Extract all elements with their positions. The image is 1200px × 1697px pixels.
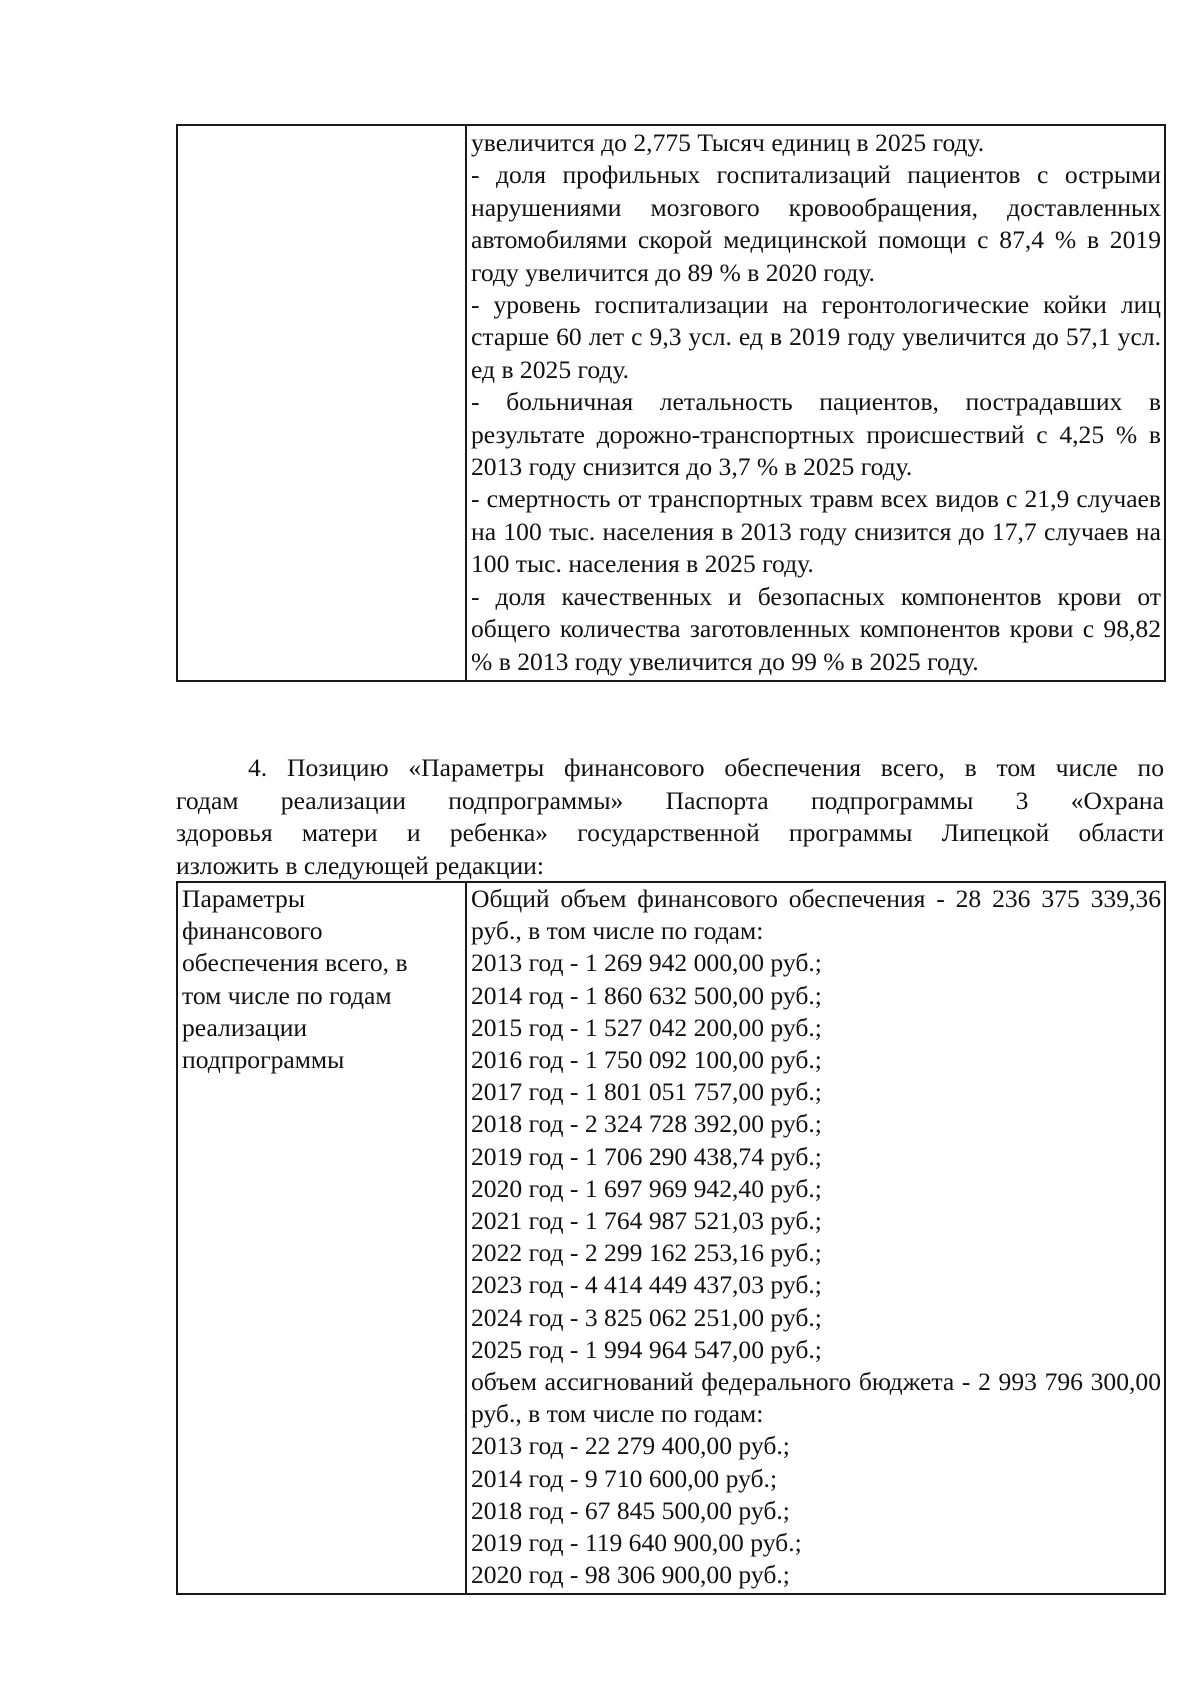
financing-line: 2024 год - 3 825 062 251,00 руб.;	[471, 1302, 822, 1332]
financing-line: 2018 год - 2 324 728 392,00 руб.;	[471, 1109, 822, 1139]
indicator-paragraph: увеличится до 2,775 Тысяч единиц в 2025 году.	[471, 128, 985, 157]
parameter-name-cell	[177, 882, 466, 1594]
financing-line: 2014 год - 1 860 632 500,00 руб.;	[471, 980, 822, 1010]
indicator-paragraph: - уровень госпитализации на геронтологические койки лиц старше 60 лет с 9,3 усл. ед в 2019 году увеличится до 57,1 усл. ед в 2025 году.	[471, 290, 1161, 384]
financing-line: 2016 год - 1 750 092 100,00 руб.;	[471, 1045, 822, 1075]
financing-line: Общий объем финансового обеспечения - 28 236 375 339,36 руб., в том числе по годам:	[471, 884, 1161, 946]
financing-line: 2017 год - 1 801 051 757,00 руб.;	[471, 1077, 822, 1107]
financing-line: 2025 год - 1 994 964 547,00 руб.;	[471, 1334, 822, 1364]
paragraph-line: 4. Позицию «Параметры финансового обеспечения всего, в том числе по	[248, 753, 1164, 782]
indicator-paragraph: - смертность от транспортных травм всех видов с 21,9 случаев на 100 тыс. населения в 2013 году снизится до 17,7 случаев на 100 тыс. населения в 2025 году.	[471, 484, 1161, 579]
financing-line: 2015 год - 1 527 042 200,00 руб.;	[471, 1012, 822, 1042]
financing-line: 2022 год - 2 299 162 253,16 руб.;	[471, 1238, 822, 1268]
indicator-paragraph: - доля профильных госпитализаций пациентов с острыми нарушениями мозгового кровообращения, доставленных автомобилями скорой медицинской помощи с 87,4 % в 2019 году увеличится до 89 % в 2020 году.	[471, 160, 1161, 287]
financing-line: 2019 год - 119 640 900,00 руб.;	[471, 1528, 802, 1558]
financing-line: 2021 год - 1 764 987 521,03 руб.;	[471, 1206, 822, 1236]
parameter-name-line: том числе по годам	[182, 980, 392, 1010]
indicator-paragraph: - доля качественных и безопасных компонентов крови от общего количества заготовленных компонентов крови с 98,82 % в 2013 году увеличится до 99 % в 2025 году.	[471, 581, 1161, 676]
financing-line: 2014 год - 9 710 600,00 руб.;	[471, 1463, 778, 1493]
indicators-cell	[466, 125, 1165, 681]
amendment-paragraph	[176, 752, 1164, 882]
financing-line: 2023 год - 4 414 449 437,03 руб.;	[471, 1270, 822, 1300]
financing-line: 2013 год - 22 279 400,00 руб.;	[471, 1431, 790, 1461]
financing-line: 2013 год - 1 269 942 000,00 руб.;	[471, 948, 822, 978]
financing-line: 2018 год - 67 845 500,00 руб.;	[471, 1495, 790, 1525]
financing-line: объем ассигнований федерального бюджета - 2 993 796 300,00 руб., в том числе по годам:	[471, 1367, 1161, 1429]
table-row	[177, 882, 1165, 1594]
indicator-paragraph: - больничная летальность пациентов, пострадавших в результате дорожно-транспортных происшествий с 4,25 % в 2013 году снизится до 3,7 % в 2025 году.	[471, 387, 1161, 482]
financing-line: 2020 год - 1 697 969 942,40 руб.;	[471, 1173, 822, 1203]
indicators-table	[176, 124, 1166, 682]
table-row	[177, 125, 1165, 681]
financing-table	[176, 881, 1166, 1595]
paragraph-line: годам реализации подпрограммы» Паспорта подпрограммы 3 «Охрана	[176, 785, 1164, 815]
empty-left-cell	[177, 125, 466, 681]
financing-values-cell	[466, 882, 1165, 1594]
parameter-name-line: подпрограммы	[182, 1045, 345, 1075]
parameter-name-line: реализации	[182, 1012, 308, 1042]
financing-line: 2019 год - 1 706 290 438,74 руб.;	[471, 1141, 822, 1171]
paragraph-line: изложить в следующей редакции:	[176, 850, 544, 880]
parameter-name-line: обеспечения всего, в	[182, 948, 408, 978]
parameter-name-line: финансового	[182, 916, 323, 946]
paragraph-line: здоровья матери и ребенка» государственной программы Липецкой области	[176, 818, 1164, 847]
parameter-name-line: Параметры	[182, 884, 306, 913]
financing-line: 2020 год - 98 306 900,00 руб.;	[471, 1560, 790, 1590]
